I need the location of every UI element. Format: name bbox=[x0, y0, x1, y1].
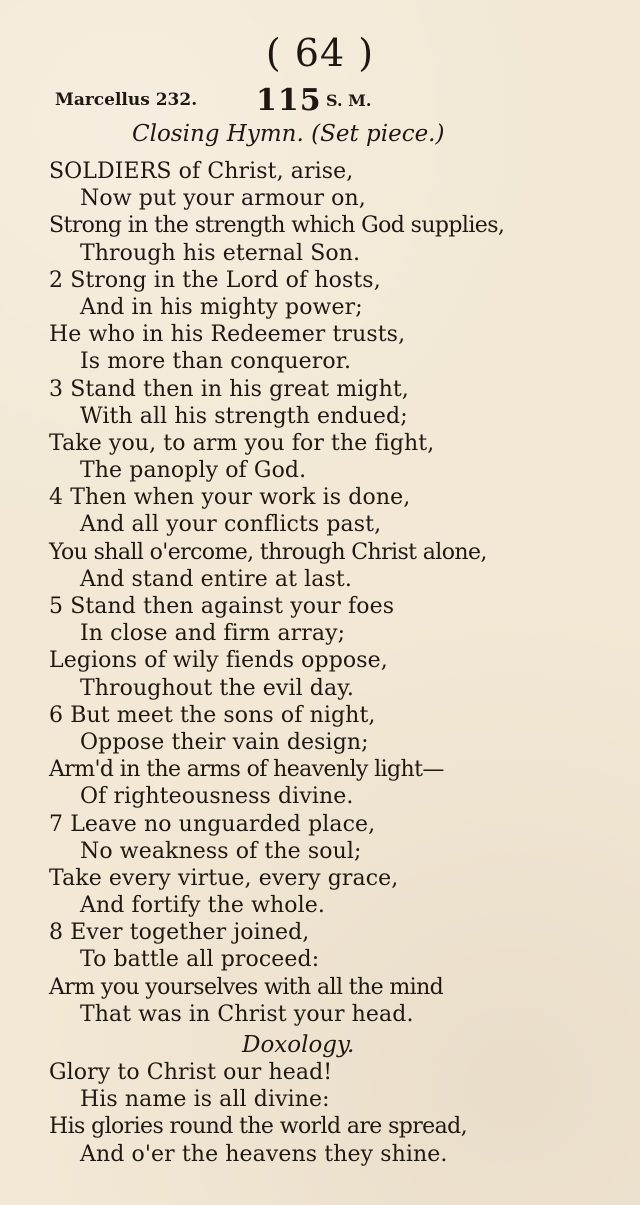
hymn-line: 4 Then when your work is done, bbox=[49, 485, 411, 511]
doxology-line: His glories round the world are spread, bbox=[49, 1114, 467, 1140]
hymn-line: Of righteousness divine. bbox=[80, 784, 354, 810]
hymn-line: No weakness of the soul; bbox=[80, 838, 362, 864]
hymn-line: And in his mighty power; bbox=[80, 294, 363, 320]
hymn-line: Arm'd in the arms of heavenly light— bbox=[49, 757, 444, 783]
hymn-line: And all your conflicts past, bbox=[80, 512, 382, 538]
doxology-line: His name is all divine: bbox=[80, 1087, 330, 1113]
hymn-line: Is more than conqueror. bbox=[80, 349, 352, 375]
hymn-line: 7 Leave no unguarded place, bbox=[49, 811, 376, 837]
hymn-line: You shall o'ercome, through Christ alone, bbox=[49, 539, 487, 565]
hymn-line: Strong in the strength which God supplies, bbox=[49, 213, 505, 239]
hymn-line: Arm you yourselves with all the mind bbox=[49, 974, 444, 1000]
doxology-text bbox=[49, 1059, 609, 1168]
hymn-line: 3 Stand then in his great might, bbox=[49, 376, 409, 402]
doxology-line: And o'er the heavens they shine. bbox=[80, 1141, 448, 1167]
hymn-line: In close and firm array; bbox=[80, 621, 346, 647]
hymn-meter: S. M. bbox=[326, 91, 372, 110]
hymn-line: Legions of wily fiends oppose, bbox=[49, 648, 388, 674]
tune-name: Marcellus 232. bbox=[55, 90, 198, 110]
hymn-text bbox=[49, 158, 609, 1028]
hymn-line: And stand entire at last. bbox=[80, 566, 352, 592]
hymn-line: That was in Christ your head. bbox=[80, 1001, 414, 1027]
hymn-line: Throughout the evil day. bbox=[80, 675, 354, 701]
hymn-line: Take you, to arm you for the fight, bbox=[49, 430, 435, 456]
hymn-line: Take every virtue, every grace, bbox=[49, 865, 399, 891]
doxology-line: Glory to Christ our head! bbox=[49, 1060, 333, 1085]
hymn-line: The panoply of God. bbox=[80, 458, 307, 484]
hymn-line: With all his strength endued; bbox=[80, 403, 408, 429]
hymn-line: Oppose their vain design; bbox=[80, 729, 369, 755]
hymn-line: SOLDIERS of Christ, arise, bbox=[49, 159, 354, 184]
hymn-line: He who in his Redeemer trusts, bbox=[49, 322, 406, 348]
hymn-line: Through his eternal Son. bbox=[80, 240, 361, 266]
hymn-number: 115 bbox=[256, 83, 322, 118]
hymn-line: 2 Strong in the Lord of hosts, bbox=[49, 267, 381, 293]
hymn-line: Now put your armour on, bbox=[80, 186, 366, 212]
hymn-line: To battle all proceed: bbox=[80, 947, 320, 973]
doxology-title: Doxology. bbox=[242, 1032, 355, 1058]
hymn-line: And fortify the whole. bbox=[80, 893, 325, 919]
hymn-line: 6 But meet the sons of night, bbox=[49, 702, 376, 728]
hymn-subtitle: Closing Hymn. (Set piece.) bbox=[132, 121, 445, 147]
page-number: ( 64 ) bbox=[265, 31, 375, 75]
hymn-line: 5 Stand then against your foes bbox=[49, 594, 395, 619]
hymn-line: 8 Ever together joined, bbox=[49, 920, 310, 946]
